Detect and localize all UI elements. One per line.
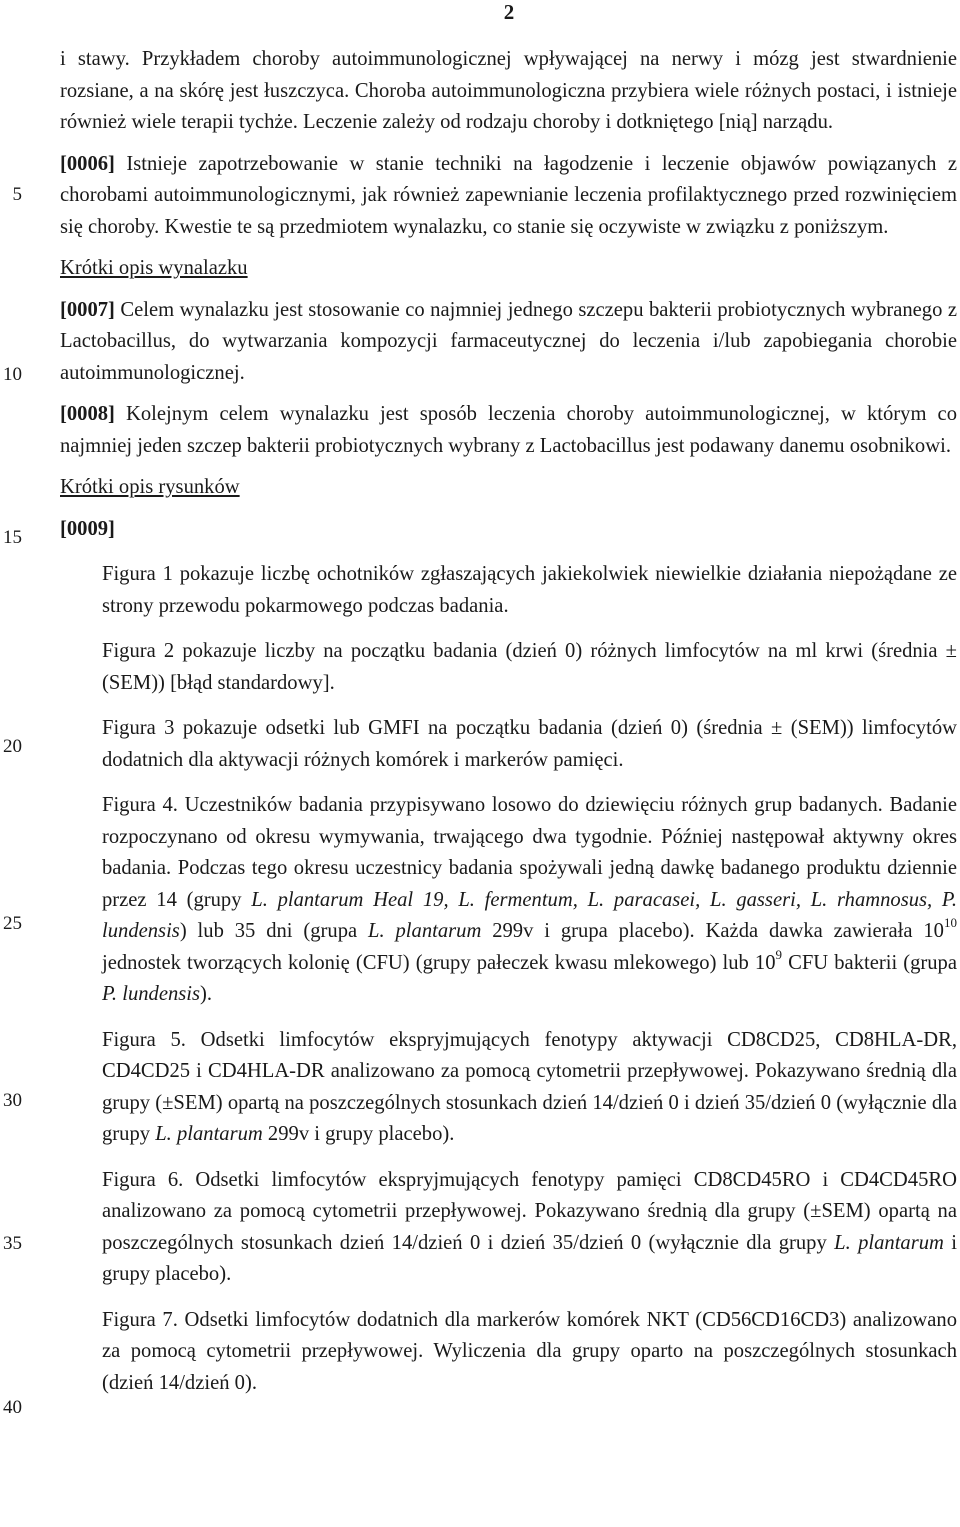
paragraph-0008 xyxy=(60,399,957,462)
text-run: 299v i grupy placebo). xyxy=(262,1123,455,1145)
paragraph-0009 xyxy=(60,514,957,546)
intro-paragraph: i stawy. Przykładem choroby autoimmunologicznej wpływającej na nerwy i mózg jest stwardnienie rozsiane, a na skórę jest łuszczyca. Choroba autoimmunologiczna przybiera wiele różnych postaci, i istnieje również wiele terapii tychże. Leczenie zależy od rodzaju choroby i dotkniętego [nią] narządu. xyxy=(60,48,957,133)
text-run: i grupy placebo). xyxy=(102,1231,957,1285)
figure-4-description xyxy=(102,790,957,1011)
figure-2-description: Figura 2 pokazuje liczby na początku badania (dzień 0) różnych limfocytów na ml krwi (średnia ± (SEM)) [błąd standardowy]. xyxy=(102,640,957,694)
figure-6-description xyxy=(102,1165,957,1291)
line-number: 35 xyxy=(3,1233,22,1254)
paragraph-id: [0006] xyxy=(60,152,115,175)
text-run: Figura 4. Uczestników badania przypisywano losowo do dziewięciu różnych grup badanych. Badanie rozpoczynano od okresu wymywania, trwającego dwa tygodnie. Później następował aktywny okres badania. Podczas tego okresu uczestnicy badania spożywali jedną dawkę badanego produktu dziennie przez 14 (grupy xyxy=(102,794,957,911)
figure-1-description: Figura 1 pokazuje liczbę ochotników zgłaszających jakiekolwiek niewielkie działania niepożądane ze strony przewodu pokarmowego podczas badania. xyxy=(102,563,957,617)
paragraph-id: [0009] xyxy=(60,517,115,540)
figure-5-description xyxy=(102,1025,957,1151)
line-number: 25 xyxy=(3,913,22,934)
paragraph-text: Kolejnym celem wynalazku jest sposób leczenia choroby autoimmunologicznej, w którym co najmniej jeden szczep bakterii probiotycznych wybrany z Lactobacillus jest podawany danemu osobnikowi. xyxy=(60,403,957,457)
paragraph-text: Celem wynalazku jest stosowanie co najmniej jednego szczepu bakterii probiotycznych wybranego z Lactobacillus, do wytwarzania kompozycji farmaceutycznej do leczenia i/lub zapobiegania chorobie autoimmunologicznej. xyxy=(60,298,957,384)
line-number: 40 xyxy=(3,1397,22,1418)
text-run: jednostek tworzących kolonię (CFU) (grupy pałeczek kwasu mlekowego) lub 10 xyxy=(102,951,776,974)
text-run: Figura 5. Odsetki limfocytów ekspryjmujących fenotypy aktywacji CD8CD25, CD8HLA-DR, CD4CD25 i CD4HLA-DR analizowano za pomocą cytometrii przepływowej. Pokazywano średnią dla grupy (±SEM) opartą na poszczególnych stosunkach dzień 14/dzień 0 i dzień 35/dzień 0 (wyłącznie dla grupy xyxy=(102,1028,957,1145)
line-number: 15 xyxy=(3,527,22,548)
paragraph-text: Istnieje zapotrzebowanie w stanie techniki na łagodzenie i leczenie objawów powiązanych z chorobami autoimmunologicznymi, jak również zapewnianie leczenia profilaktycznego przed rozwinięciem się choroby. Kwestie te są przedmiotem wynalazku, co stanie się oczywiste w związku z poniższym. xyxy=(60,152,957,238)
text-run: ) lub 35 dni (grupa xyxy=(179,920,369,942)
paragraph-0007 xyxy=(60,295,957,390)
text-run: CFU bakterii (grupa xyxy=(782,951,957,974)
section-heading-drawings: Krótki opis rysunków xyxy=(60,476,240,498)
page-number: 2 xyxy=(503,0,515,24)
line-number: 20 xyxy=(3,736,22,757)
line-number: 5 xyxy=(12,184,22,205)
document-body xyxy=(60,44,957,1413)
figure-3-description: Figura 3 pokazuje odsetki lub GMFI na początku badania (dzień 0) (średnia ± (SEM)) limfocytów dodatnich dla aktywacji różnych komórek i markerów pamięci. xyxy=(102,717,957,771)
paragraph-id: [0007] xyxy=(60,298,115,321)
species-names: L. plantarum Heal 19, L. fermentum, L. paracasei, L. gasseri, L. rhamnosus, P. lundensis xyxy=(102,888,957,942)
paragraph-id: [0008] xyxy=(60,403,115,425)
exponent: 9 xyxy=(775,946,783,962)
species-name: L. plantarum xyxy=(368,920,482,942)
text-run: ). xyxy=(200,983,213,1005)
paragraph-0006 xyxy=(60,149,957,244)
text-run: Figura 6. Odsetki limfocytów ekspryjmujących fenotypy pamięci CD8CD45RO i CD4CD45RO analizowano za pomocą cytometrii przepływowej. Pokazywano średnią dla grupy (±SEM) opartą na poszczególnych stosunkach dzień 14/dzień 0 i dzień 35/dzień 0 (wyłącznie dla grupy xyxy=(102,1168,957,1254)
line-number: 10 xyxy=(3,364,22,385)
text-run: 299v i grupa placebo). Każda dawka zawierała 10 xyxy=(481,920,944,942)
line-number: 30 xyxy=(3,1090,22,1111)
exponent: 10 xyxy=(943,915,957,931)
line-number-margin xyxy=(0,0,40,1527)
species-name: L. plantarum xyxy=(834,1231,944,1254)
section-heading-invention: Krótki opis wynalazku xyxy=(60,257,248,279)
species-name: L. plantarum xyxy=(155,1123,263,1145)
figure-descriptions xyxy=(102,559,957,1399)
figure-7-description: Figura 7. Odsetki limfocytów dodatnich dla markerów komórek NKT (CD56CD16CD3) analizowano za pomocą cytometrii przepływowej. Wyliczenia dla grupy oparto na poszczególnych stosunkach (dzień 14/dzień 0). xyxy=(102,1308,957,1394)
species-name: P. lundensis xyxy=(102,983,201,1005)
